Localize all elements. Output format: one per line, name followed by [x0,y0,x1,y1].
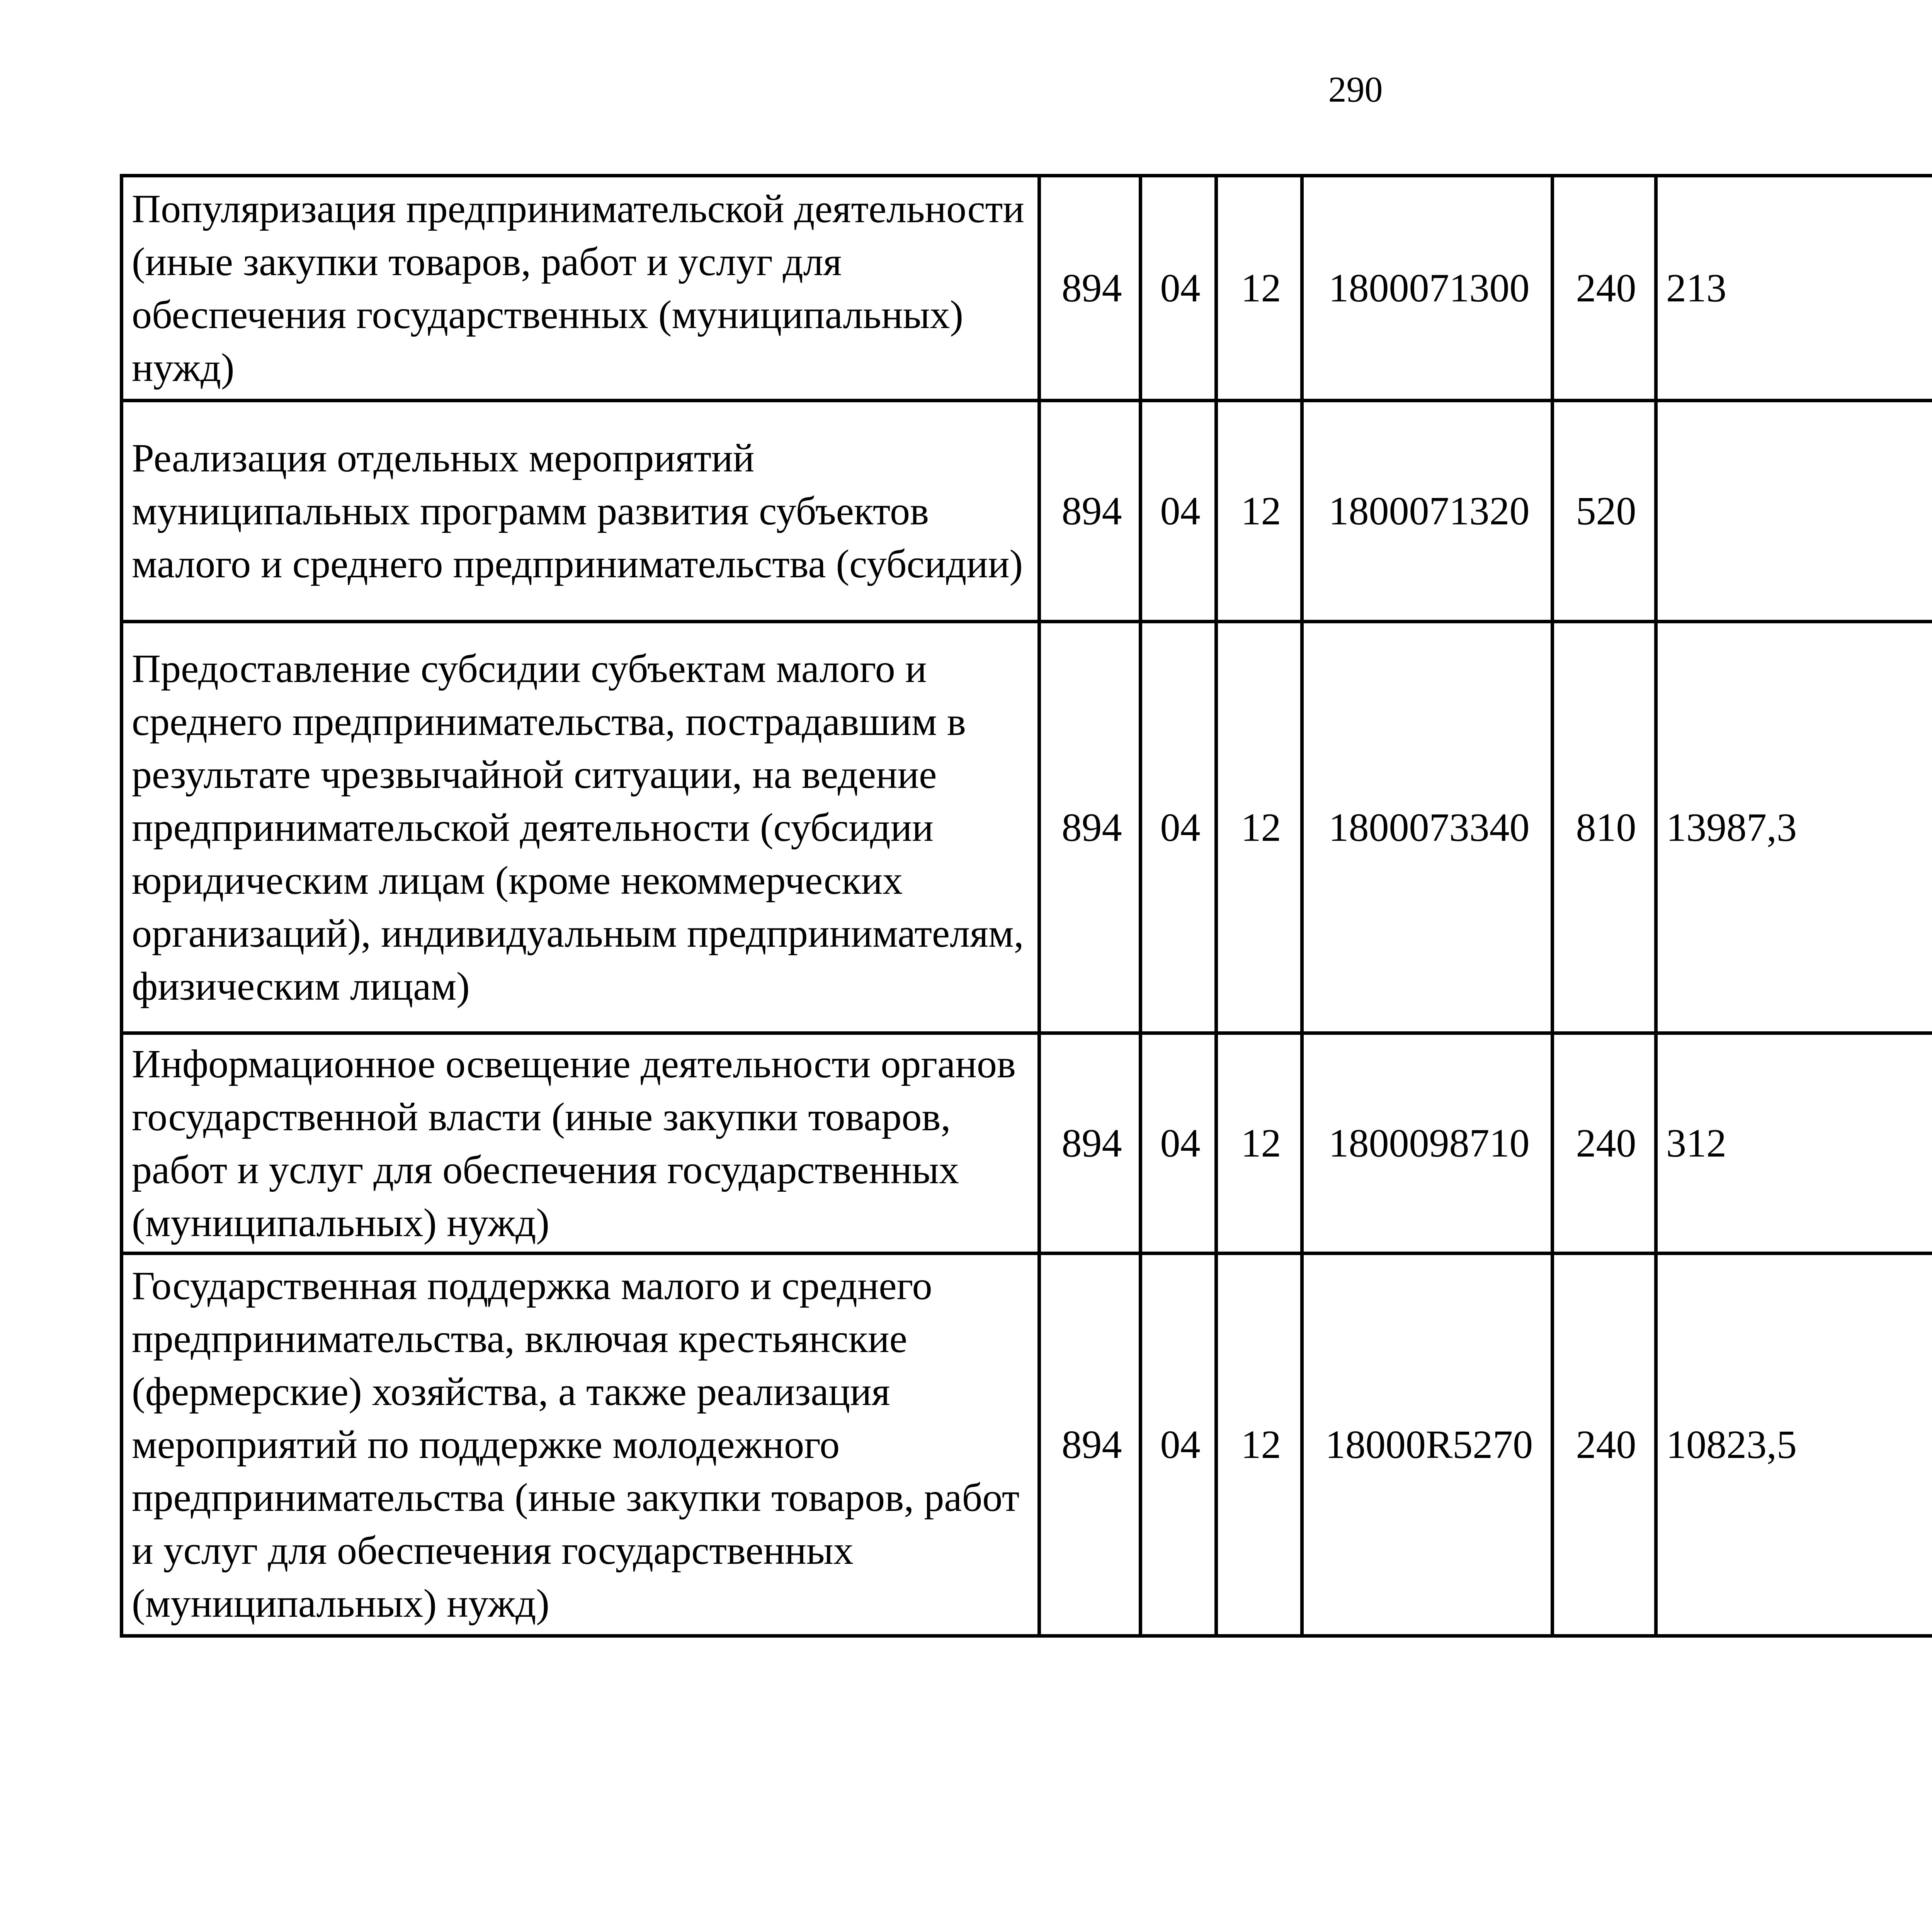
grbs-code: 894 [1039,622,1141,1033]
row-description: Популяризация предпринимательской деятельности (иные закупки товаров, работ и услуг для обеспечения государственных (муниципальных) нужд) [122,176,1039,401]
budget-table [120,174,1932,1638]
expense-type-code: 240 [1553,176,1656,401]
row-description: Предоставление субсидии субъектам малого и среднего предпринимательства, пострадавшим в результате чрезвычайной ситуации, на ведение предпринимательской деятельности (субсидии юридическим лицам (кроме некоммерческих организаций), индивидуальным предпринимателям, физическим лицам) [122,622,1039,1033]
subsection-code: 12 [1216,176,1302,401]
table-row [122,1033,1932,1254]
table-row [122,622,1932,1033]
section-code: 04 [1141,1033,1216,1254]
subsection-code: 12 [1216,1033,1302,1254]
section-code: 04 [1141,401,1216,622]
target-article-code: 1800071320 [1302,401,1553,622]
section-code: 04 [1141,622,1216,1033]
subsection-code: 12 [1216,1254,1302,1636]
grbs-code: 894 [1039,1254,1141,1636]
expense-type-code: 240 [1553,1254,1656,1636]
amount-year-1: 10823,5 [1656,1254,1932,1636]
table-row [122,176,1932,401]
section-code: 04 [1141,1254,1216,1636]
target-article-code: 18000R5270 [1302,1254,1553,1636]
section-code: 04 [1141,176,1216,401]
table-row [122,1254,1932,1636]
amount-year-1 [1656,401,1932,622]
subsection-code: 12 [1216,622,1302,1033]
amount-year-1: 312 [1656,1033,1932,1254]
page-number: 290 [1328,70,1383,110]
expense-type-code: 240 [1553,1033,1656,1254]
target-article-code: 1800071300 [1302,176,1553,401]
amount-year-1: 213 [1656,176,1932,401]
target-article-code: 1800098710 [1302,1033,1553,1254]
subsection-code: 12 [1216,401,1302,622]
row-description: Государственная поддержка малого и среднего предпринимательства, включая крестьянские (фермерские) хозяйства, а также реализация мероприятий по поддержке молодежного предпринимательства (иные закупки товаров, работ и услуг для обеспечения государственных (муниципальных) нужд) [122,1254,1039,1636]
grbs-code: 894 [1039,1033,1141,1254]
expense-type-code: 810 [1553,622,1656,1033]
amount-year-1: 13987,3 [1656,622,1932,1033]
grbs-code: 894 [1039,176,1141,401]
row-description: Реализация отдельных мероприятий муниципальных программ развития субъектов малого и среднего предпринимательства (субсидии) [122,401,1039,622]
grbs-code: 894 [1039,401,1141,622]
target-article-code: 1800073340 [1302,622,1553,1033]
expense-type-code: 520 [1553,401,1656,622]
row-description: Информационное освещение деятельности органов государственной власти (иные закупки товаров, работ и услуг для обеспечения государственных (муниципальных) нужд) [122,1033,1039,1254]
table-row [122,401,1932,622]
